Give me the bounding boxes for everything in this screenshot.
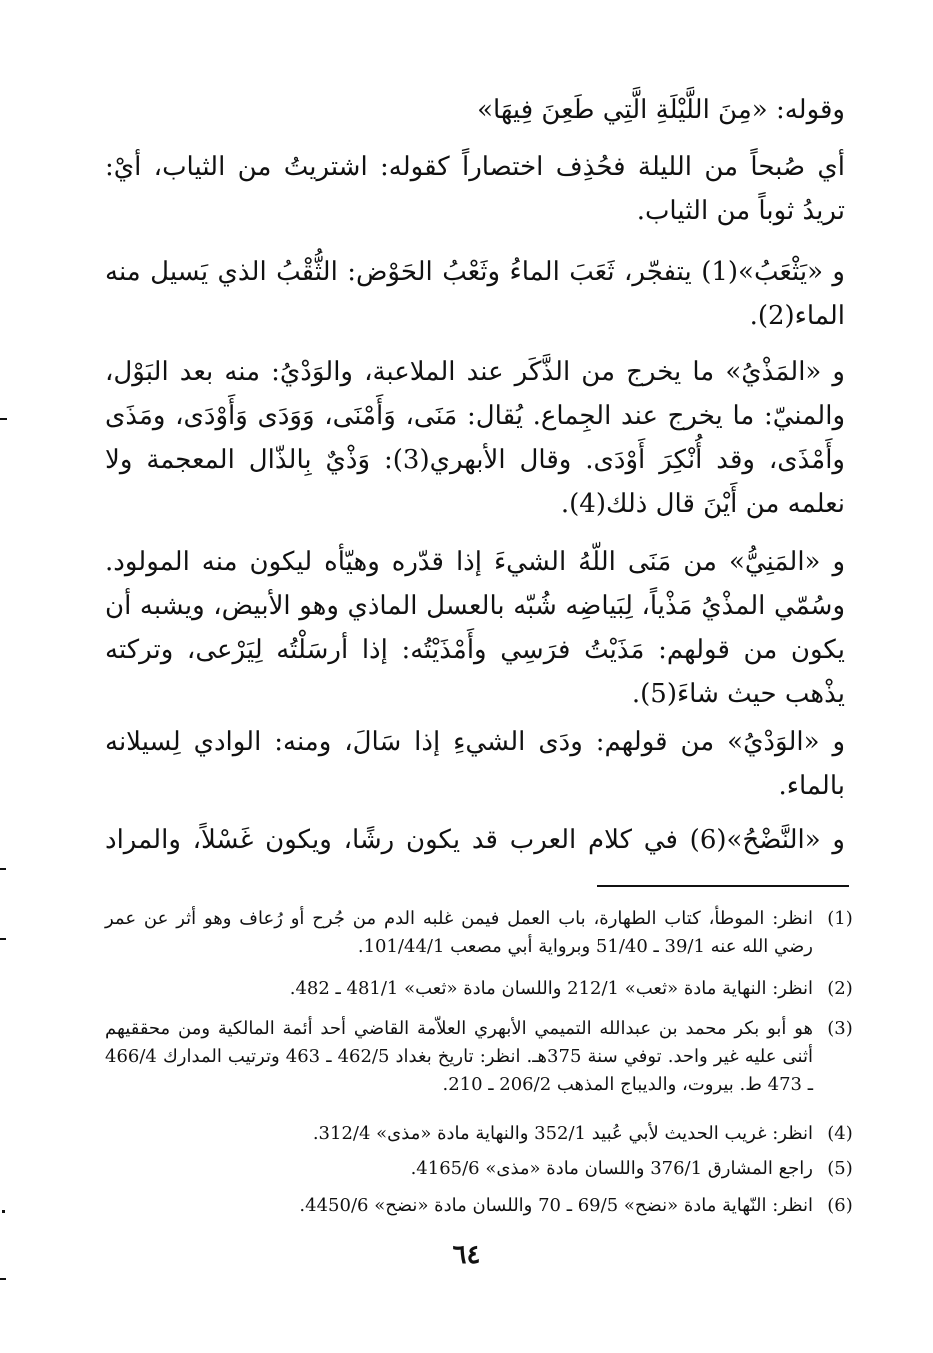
footnote-number: (3) bbox=[827, 1018, 853, 1039]
footnote-4 bbox=[105, 1120, 853, 1148]
paragraph-1: أي صُبحاً من الليلة فحُذِف اختصاراً كقوله: اشتريتُ من الثياب، أيْ: تريدُ ثوباً من الثياب. bbox=[105, 152, 845, 226]
paragraph-6: و «النَّضْحُ»(6) في كلام العرب قد يكون رشًا، ويكون غَسْلاً، والمراد bbox=[105, 825, 845, 855]
footnote-number: (6) bbox=[827, 1195, 853, 1216]
scan-edge-mark bbox=[0, 418, 7, 420]
scan-edge-mark bbox=[2, 1210, 5, 1213]
footnote-2 bbox=[105, 975, 853, 1003]
page-number: ٦٤ bbox=[452, 1240, 481, 1270]
footnote-text: انظر: النهاية مادة «ثعب» 212/1 واللسان مادة «ثعب» 481/1 ـ 482. bbox=[289, 978, 813, 999]
footnote-number: (4) bbox=[827, 1123, 853, 1144]
footnote-3 bbox=[105, 1015, 853, 1099]
footnote-number: (5) bbox=[827, 1158, 853, 1179]
footnote-1 bbox=[105, 905, 853, 961]
footnote-text: انظر: غريب الحديث لأبي عُبيد 352/1 والنهاية مادة «مذى» 312/4. bbox=[312, 1123, 813, 1144]
footnote-text: انظر: الموطأ، كتاب الطهارة، باب العمل فيمن غلبه الدم من جُرح أو رُعاف وهو أثر عن عمر رضي الله عنه 39/1 ـ 51/40 وبرواية أبي مصعب 101/44/1. bbox=[105, 908, 813, 957]
footnote-number: (2) bbox=[827, 978, 853, 999]
footnote-text: انظر: النّهاية مادة «نضح» 69/5 ـ 70 واللسان مادة «نضح» 4450/6. bbox=[299, 1195, 813, 1216]
paragraph-3: و «المَذْيُ» ما يخرج من الذَّكَر عند الملاعبة، والوَدْيُ: منه بعد البَوْل، والمنيّ: ما يخرج عند الجِماع. يُقال: مَنَى، وَأَمْنَى، وَوَدَى وَأَوْدَى، ومَذَى وأَمْذَى، وقد أُنْكِرَ أَوْدَى. وقال الأبهري(3): وَذْيٌ بِالذّال المعجمة ولا نعلمه من أَيْنَ قال ذلك(4). bbox=[105, 357, 845, 519]
footnote-6 bbox=[105, 1192, 853, 1220]
paragraph-2: و «يَثْعَبُ»(1) يتفجّر، ثَعَبَ الماءُ وثَعْبُ الحَوْض: الثُّقْبُ الذي يَسيل منه الماء(2). bbox=[105, 257, 845, 331]
scan-edge-mark bbox=[0, 1278, 6, 1280]
paragraph-4: و «المَنِيُّ» من مَنَى اللّهُ الشيءَ إذا قدّره وهيّأه ليكون منه المولود. وسُمّي المذْيُ مَذْياً، لِبَياضِه شُبّه بالعسل الماذي وهو الأبيض، ويشبه أن يكون من قولهم: مَذَيْتُ فرَسِي وأَمْذَيْتُه: إذا أرسَلْتُه لِيَرْعى، وتركته يذْهب حيث شاءَ(5). bbox=[105, 547, 845, 709]
footnote-separator bbox=[597, 885, 849, 887]
footnote-number: (1) bbox=[827, 908, 853, 929]
scan-edge-mark bbox=[0, 938, 6, 940]
footnote-5 bbox=[105, 1155, 853, 1183]
paragraph-intro: وقوله: «مِنَ اللَّيْلَةِ الَّتِي طَعِنَ فِيهَا» bbox=[477, 95, 845, 125]
footnote-text: هو أبو بكر محمد بن عبدالله التميمي الأبهري العلاّمة القاضي أحد أئمة المالكية ومن محققيهم أثنى عليه غير واحد. توفي سنة 375هـ. انظر: تاريخ بغداد 462/5 ـ 463 وترتيب المدارك 466/4 ـ 473 ط. بيروت، والديباج المذهب 206/2 ـ 210. bbox=[105, 1018, 814, 1095]
scan-edge-mark bbox=[0, 868, 6, 870]
footnote-text: راجع المشارق 376/1 واللسان مادة «مذى» 4165/6. bbox=[410, 1158, 813, 1179]
paragraph-5: و «الوَدْيُ» من قولهم: ودَى الشيءِ إذا سَالَ، ومنه: الوادي لِسيلانه بالماء. bbox=[105, 727, 845, 801]
